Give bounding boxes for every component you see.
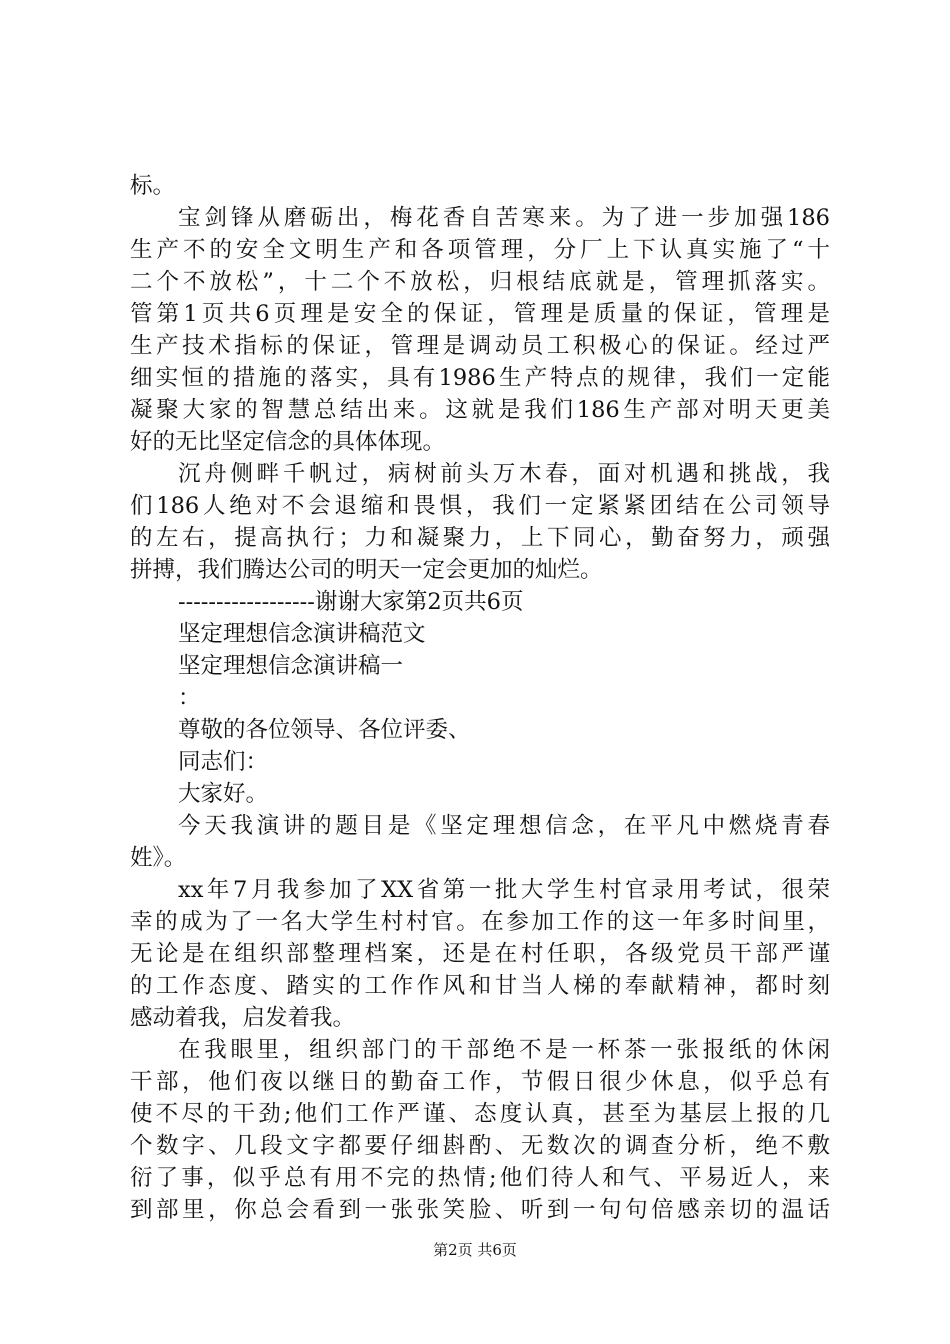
text-line: 沉舟侧畔千帆过，病树前头万木春，面对机遇和挑战，我 xyxy=(178,461,830,487)
text-line: 宝剑锋从磨砺出，梅花香自苦寒来。为了进一步加强186 xyxy=(178,205,830,231)
page-footer: 第2页 共6页 xyxy=(433,1241,517,1259)
text-line: 拼搏，我们腾达公司的明天一定会更加的灿烂。 xyxy=(130,557,603,583)
text-line: ------------------谢谢大家第2页共6页 xyxy=(178,589,524,615)
text-line: 同志们： xyxy=(178,749,269,775)
text-line: 感动着我，启发着我。 xyxy=(130,1005,356,1031)
text-line: 无论是在组织部整理档案，还是在村任职，各级党员干部严谨 xyxy=(130,941,830,967)
text-line: 衍了事，似乎总有用不完的热情;他们待人和气、平易近人，来 xyxy=(130,1165,830,1191)
text-line: 生产技术指标的保证，管理是调动员工积极心的保证。经过严 xyxy=(130,333,830,359)
text-line: 管第1页共6页理是安全的保证，管理是质量的保证，管理是 xyxy=(130,301,830,327)
text-line: 的工作态度、踏实的工作作风和甘当人梯的奉献精神，都时刻 xyxy=(130,973,830,999)
text-line: 细实恒的措施的落实，具有1986生产特点的规律，我们一定能 xyxy=(130,365,830,391)
text-line: 今天我演讲的题目是《坚定理想信念，在平凡中燃烧青春 xyxy=(178,813,830,839)
text-line: 到部里，你总会看到一张张笑脸、听到一句句倍感亲切的温话 xyxy=(130,1197,830,1223)
text-line: 坚定理想信念演讲稿一 xyxy=(178,653,404,679)
text-line: 二个不放松”，十二个不放松，归根结底就是，管理抓落实。 xyxy=(130,269,830,295)
text-line: 姓》。 xyxy=(130,845,187,871)
text-line: ： xyxy=(178,685,201,711)
text-line: 坚定理想信念演讲稿范文 xyxy=(178,621,426,647)
text-line: 在我眼里，组织部门的干部绝不是一杯茶一张报纸的休闲 xyxy=(178,1037,830,1063)
text-line: xx年7月我参加了XX省第一批大学生村官录用考试，很荣 xyxy=(178,877,830,903)
text-line: 标。 xyxy=(130,173,176,199)
text-line: 凝聚大家的智慧总结出来。这就是我们186生产部对明天更美 xyxy=(130,397,830,423)
text-line: 尊敬的各位领导、各位评委、 xyxy=(178,717,471,743)
text-line: 个数字、几段文字都要仔细斟酌、无数次的调查分析，绝不敷 xyxy=(130,1133,830,1159)
text-line: 好的无比坚定信念的具体体现。 xyxy=(130,429,446,455)
text-line: 们186人绝对不会退缩和畏惧，我们一定紧紧团结在公司领导 xyxy=(130,493,830,519)
text-line: 的左右，提高执行；力和凝聚力，上下同心，勤奋努力，顽强 xyxy=(130,525,830,551)
text-line: 生产不的安全文明生产和各项管理，分厂上下认真实施了“十 xyxy=(130,237,830,263)
text-line: 大家好。 xyxy=(178,781,269,807)
text-line: 幸的成为了一名大学生村村官。在参加工作的这一年多时间里， xyxy=(130,909,830,935)
text-line: 干部，他们夜以继日的勤奋工作，节假日很少休息，似乎总有 xyxy=(130,1069,830,1095)
document-body xyxy=(130,170,830,1226)
text-line: 使不尽的干劲;他们工作严谨、态度认真，甚至为基层上报的几 xyxy=(130,1101,830,1127)
